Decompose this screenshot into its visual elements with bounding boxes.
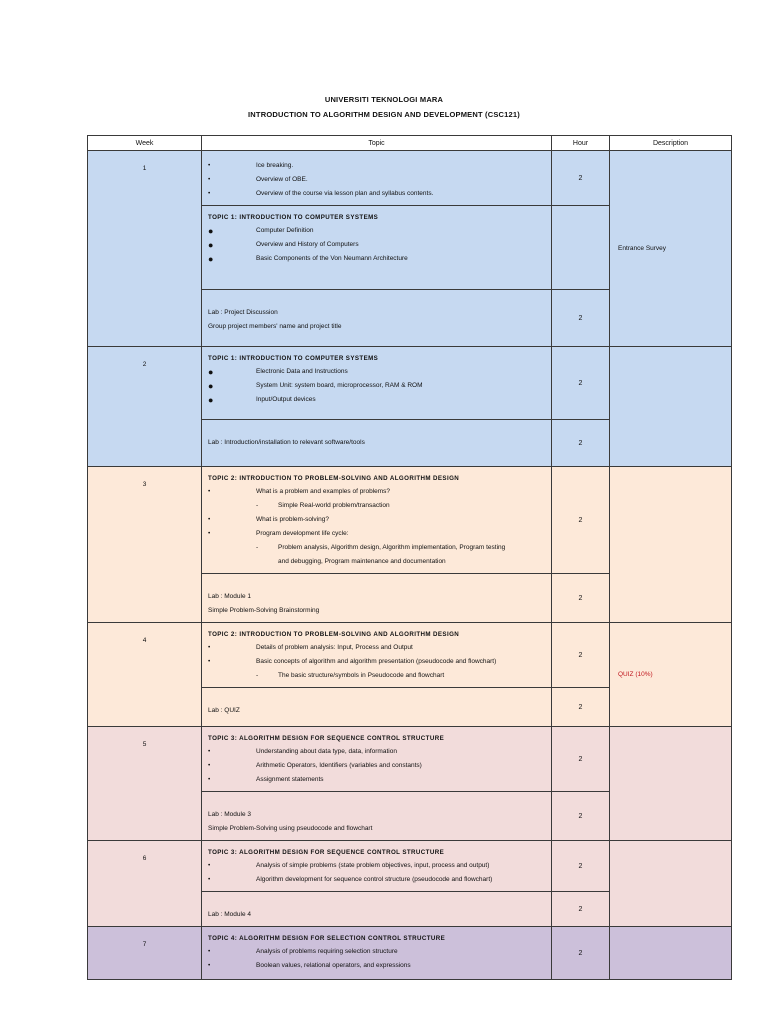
list-item — [208, 541, 545, 555]
list-item — [208, 527, 545, 541]
lab-line — [208, 908, 545, 922]
list-item — [208, 393, 545, 407]
topic-title: TOPIC 3: ALGORITHM DESIGN FOR SEQUENCE CONTROL STRUCTURE — [208, 849, 445, 856]
table-row — [88, 927, 732, 980]
topic-title: TOPIC 1: INTRODUCTION TO COMPUTER SYSTEMS — [208, 355, 379, 362]
list-item — [208, 773, 545, 787]
column-header-topic: Topic — [202, 136, 552, 151]
list-item-text: Basic concepts of algorithm and algorithm presentation (pseudocode and flowchart) — [256, 658, 497, 665]
schedule-body — [88, 151, 732, 980]
list-item-text: and debugging, Program maintenance and documentation — [278, 558, 446, 565]
list-item — [208, 238, 545, 252]
lab-cell — [202, 574, 552, 623]
hour-cell: 2 — [552, 467, 610, 574]
table-row — [88, 151, 732, 206]
table-row — [88, 623, 732, 688]
bullet-icon: • — [208, 530, 211, 537]
list-item-text: Basic Components of the Von Neumann Architecture — [256, 255, 408, 262]
week-cell: 1 — [88, 151, 202, 347]
bullet-icon: • — [208, 644, 211, 651]
topic-cell — [202, 927, 552, 980]
lab-line-text: Lab : Module 4 — [208, 911, 252, 918]
list-item-text: Electronic Data and Instructions — [256, 368, 348, 375]
hour-cell: 2 — [552, 927, 610, 980]
hour-cell: 2 — [552, 688, 610, 727]
table-row — [88, 841, 732, 892]
lab-line-text: Simple Problem-Solving using pseudocode and flowchart — [208, 825, 373, 832]
bullet-icon: • — [208, 748, 211, 755]
hour-cell — [552, 206, 610, 290]
description-cell — [610, 467, 732, 623]
lab-line — [208, 704, 545, 718]
list-item — [208, 513, 545, 527]
hour-cell: 2 — [552, 623, 610, 688]
list-item — [208, 655, 545, 669]
list-item-text: Input/Output devices — [256, 396, 316, 403]
list-item — [208, 379, 545, 393]
lab-line — [208, 590, 545, 604]
hour-cell: 2 — [552, 892, 610, 927]
list-item — [208, 641, 545, 655]
lab-line-text: Lab : Module 1 — [208, 593, 252, 600]
description-cell — [610, 841, 732, 927]
week-cell: 4 — [88, 623, 202, 727]
list-item-text: Algorithm development for sequence control structure (pseudocode and flowchart) — [256, 876, 493, 883]
column-header-hour: Hour — [552, 136, 610, 151]
bullet-icon: • — [208, 762, 211, 769]
lab-line-text: Lab : Module 3 — [208, 811, 252, 818]
list-item-text: Overview of OBE. — [256, 176, 308, 183]
bullet-icon: ● — [208, 226, 214, 236]
description-cell: QUIZ (10%) — [610, 623, 732, 727]
list-item — [208, 945, 545, 959]
topic-cell — [202, 467, 552, 574]
topic-title: TOPIC 2: INTRODUCTION TO PROBLEM-SOLVING AND ALGORITHM DESIGN — [208, 475, 460, 482]
bullet-icon: • — [208, 516, 211, 523]
description-cell — [610, 347, 732, 467]
lab-cell — [202, 892, 552, 927]
topic-title: TOPIC 4: ALGORITHM DESIGN FOR SELECTION CONTROL STRUCTURE — [208, 935, 446, 942]
description-cell: Entrance Survey — [610, 151, 732, 347]
bullet-icon: • — [208, 876, 211, 883]
list-item-text: What is a problem and examples of problems? — [256, 488, 391, 495]
course-title: INTRODUCTION TO ALGORITHM DESIGN AND DEVELOPMENT (CSC121) — [248, 110, 520, 119]
topic-cell — [202, 151, 552, 206]
lab-line-text: Simple Problem-Solving Brainstorming — [208, 607, 320, 614]
list-item-text: Details of problem analysis: Input, Process and Output — [256, 644, 413, 651]
schedule-table — [87, 135, 732, 980]
bullet-icon: • — [208, 948, 211, 955]
bullet-icon: • — [208, 658, 211, 665]
lab-line-text: Group project members' name and project title — [208, 323, 342, 330]
description-cell — [610, 927, 732, 980]
list-item — [208, 173, 545, 187]
list-item — [208, 555, 545, 569]
column-header-description: Description — [610, 136, 732, 151]
list-item — [208, 365, 545, 379]
list-item — [208, 499, 545, 513]
table-row — [88, 467, 732, 574]
list-item — [208, 745, 545, 759]
list-item — [208, 759, 545, 773]
lab-line — [208, 436, 545, 450]
bullet-icon: • — [208, 488, 211, 495]
list-item — [208, 669, 545, 683]
lab-cell — [202, 290, 552, 347]
list-item — [208, 159, 545, 173]
list-item-text: Problem analysis, Algorithm design, Algorithm implementation, Program testing — [278, 544, 506, 551]
list-item-text: Simple Real-world problem/transaction — [278, 502, 390, 509]
topic-cell — [202, 727, 552, 792]
lab-line-text: Lab : QUIZ — [208, 707, 240, 714]
dash-bullet-icon: - — [256, 502, 259, 509]
list-item-text: Ice breaking. — [256, 162, 294, 169]
topic-cell — [202, 623, 552, 688]
hour-cell: 2 — [552, 347, 610, 420]
bullet-icon: ● — [208, 254, 214, 264]
hour-cell: 2 — [552, 727, 610, 792]
list-item-text: Computer Definition — [256, 227, 314, 234]
list-item — [208, 859, 545, 873]
bullet-icon: ● — [208, 381, 214, 391]
list-item — [208, 252, 545, 266]
lab-cell — [202, 792, 552, 841]
bullet-icon: • — [208, 862, 211, 869]
bullet-icon: ● — [208, 395, 214, 405]
bullet-icon: • — [208, 776, 211, 783]
topic-cell — [202, 206, 552, 290]
bullet-icon: • — [208, 962, 211, 969]
list-item-text: What is problem-solving? — [256, 516, 329, 523]
list-item-text: Assignment statements — [256, 776, 324, 783]
column-header-week: Week — [88, 136, 202, 151]
list-item-text: The basic structure/symbols in Pseudocode and flowchart — [278, 672, 445, 679]
hour-cell: 2 — [552, 792, 610, 841]
dash-bullet-icon: - — [256, 544, 259, 551]
topic-title: TOPIC 2: INTRODUCTION TO PROBLEM-SOLVING AND ALGORITHM DESIGN — [208, 631, 460, 638]
bullet-icon: • — [208, 190, 211, 197]
list-item-text: Boolean values, relational operators, and expressions — [256, 962, 411, 969]
lab-line-text: Lab : Project Discussion — [208, 309, 278, 316]
list-item-text: System Unit: system board, microprocessor, RAM & ROM — [256, 382, 423, 389]
lab-line — [208, 320, 545, 334]
bullet-icon: • — [208, 162, 211, 169]
list-item-text: Analysis of simple problems (state problem objectives, input, process and output) — [256, 862, 490, 869]
week-cell: 7 — [88, 927, 202, 980]
description-cell — [610, 727, 732, 841]
list-item-text: Understanding about data type, data, information — [256, 748, 397, 755]
topic-cell — [202, 347, 552, 420]
table-row — [88, 727, 732, 792]
lab-line — [208, 306, 545, 320]
list-item-text: Program development life cycle: — [256, 530, 349, 537]
table-row — [88, 347, 732, 420]
bullet-icon: ● — [208, 367, 214, 377]
topic-title: TOPIC 1: INTRODUCTION TO COMPUTER SYSTEMS — [208, 214, 379, 221]
list-item-text: Analysis of problems requiring selection structure — [256, 948, 398, 955]
week-cell: 3 — [88, 467, 202, 623]
hour-cell: 2 — [552, 841, 610, 892]
hour-cell: 2 — [552, 290, 610, 347]
list-item-text: Overview of the course via lesson plan and syllabus contents. — [256, 190, 434, 197]
hour-cell: 2 — [552, 574, 610, 623]
list-item-text: Arithmetic Operators, Identifiers (variables and constants) — [256, 762, 422, 769]
week-cell: 5 — [88, 727, 202, 841]
header-row — [88, 136, 732, 151]
dash-bullet-icon: - — [256, 672, 259, 679]
university-title: UNIVERSITI TEKNOLOGI MARA — [324, 95, 444, 104]
bullet-icon: ● — [208, 240, 214, 250]
bullet-icon: • — [208, 176, 211, 183]
week-cell: 6 — [88, 841, 202, 927]
lab-line-text: Lab : Introduction/installation to relevant software/tools — [208, 439, 365, 446]
topic-cell — [202, 841, 552, 892]
hour-cell: 2 — [552, 420, 610, 467]
hour-cell: 2 — [552, 151, 610, 206]
list-item-text: Overview and History of Computers — [256, 241, 359, 248]
lab-line — [208, 822, 545, 836]
week-cell: 2 — [88, 347, 202, 467]
list-item — [208, 959, 545, 973]
lab-cell — [202, 688, 552, 727]
list-item — [208, 187, 545, 201]
lab-line — [208, 808, 545, 822]
list-item — [208, 485, 545, 499]
topic-title: TOPIC 3: ALGORITHM DESIGN FOR SEQUENCE CONTROL STRUCTURE — [208, 735, 445, 742]
lab-cell — [202, 420, 552, 467]
list-item — [208, 224, 545, 238]
list-item — [208, 873, 545, 887]
lab-line — [208, 604, 545, 618]
